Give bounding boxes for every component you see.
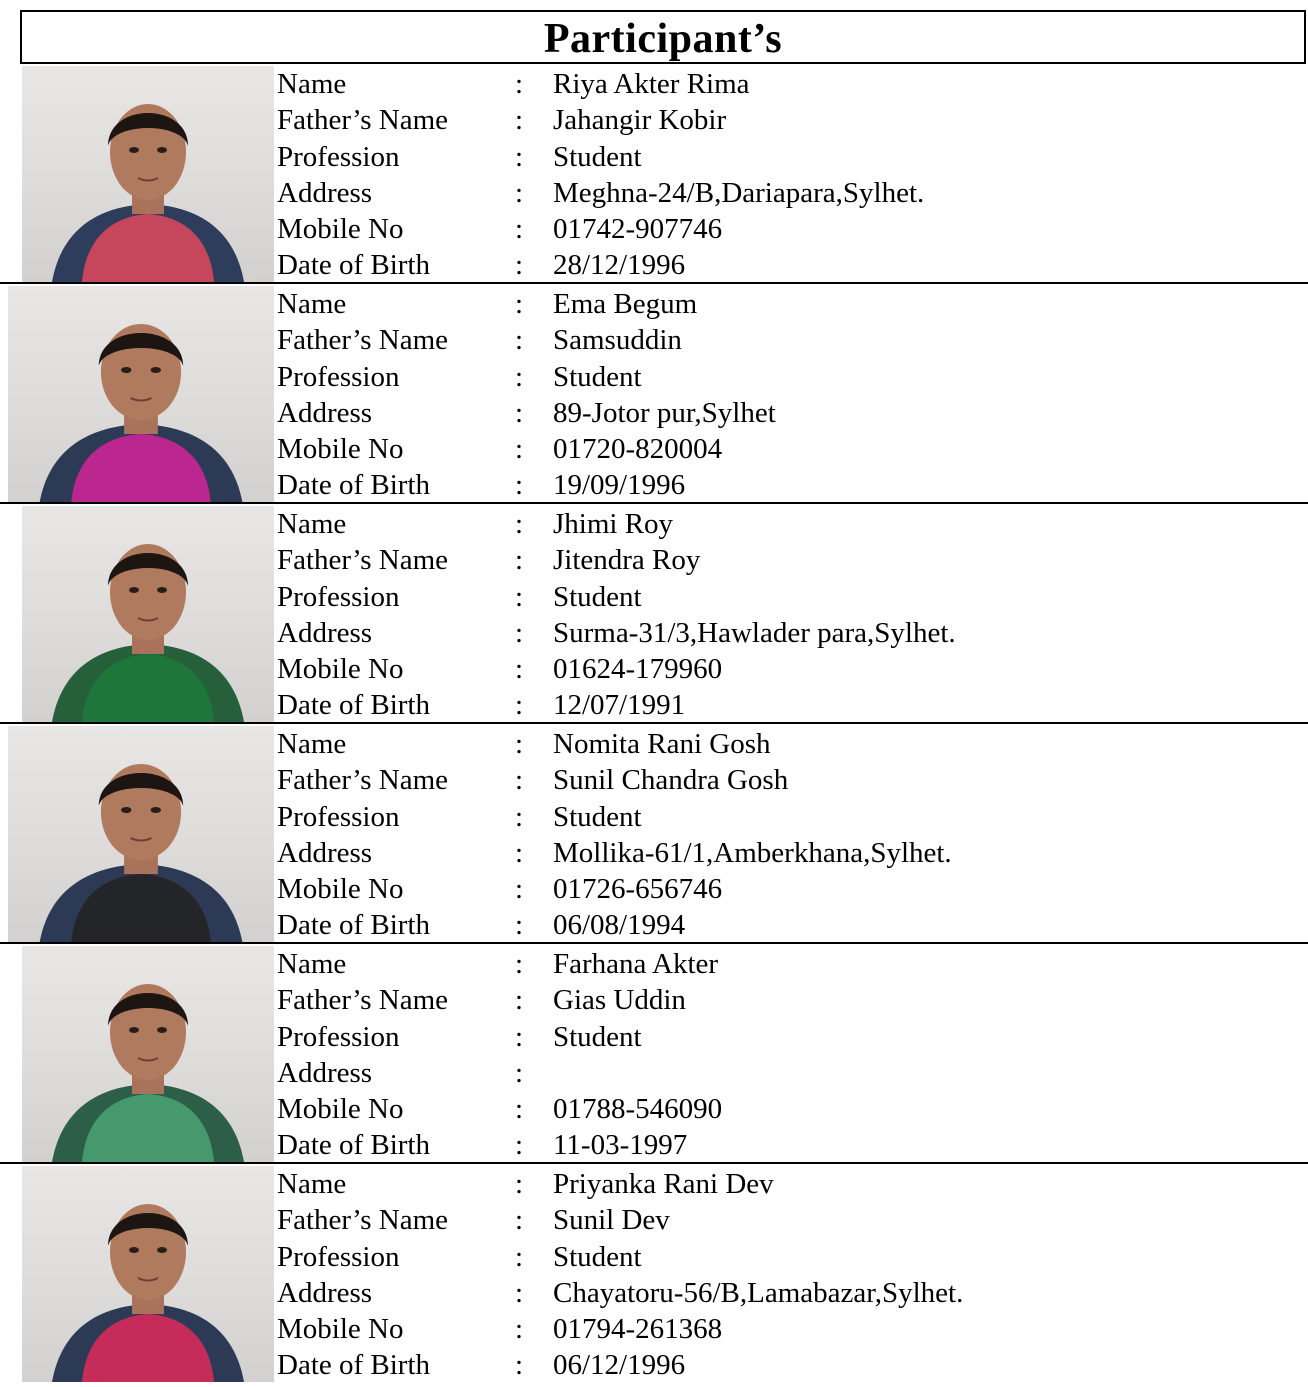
field-separator: : xyxy=(515,68,524,100)
participant-details xyxy=(277,726,1297,944)
field-separator: : xyxy=(515,1276,524,1309)
field-value: 01624-179960 xyxy=(553,653,723,686)
field-label: Date of Birth xyxy=(277,249,431,282)
participant-photo xyxy=(22,1166,274,1382)
title-box xyxy=(20,10,1306,64)
field-label: Date of Birth xyxy=(277,469,431,502)
field-value: Chayatoru-56/B,Lamabazar,Sylhet. xyxy=(553,1276,964,1309)
field-separator: : xyxy=(515,249,524,282)
field-value: 06/12/1996 xyxy=(553,1349,686,1382)
field-separator: : xyxy=(515,1020,524,1053)
participant-details xyxy=(277,506,1297,724)
field-value: 01794-261368 xyxy=(553,1313,723,1346)
field-label: Name xyxy=(277,1168,347,1200)
field-label: Address xyxy=(277,396,373,429)
field-value: Jahangir Kobir xyxy=(553,104,727,137)
field-label: Profession xyxy=(277,140,400,173)
field-label: Date of Birth xyxy=(277,1349,431,1382)
field-label: Father’s Name xyxy=(277,764,448,797)
field-value: Student xyxy=(553,1240,642,1273)
field-label: Father’s Name xyxy=(277,1204,448,1237)
field-separator: : xyxy=(515,1093,524,1126)
field-separator: : xyxy=(515,616,524,649)
participant-photo xyxy=(22,506,274,722)
participant-photo xyxy=(8,286,274,502)
field-separator: : xyxy=(515,140,524,173)
field-value: Surma-31/3,Hawlader para,Sylhet. xyxy=(553,616,956,649)
field-value: 01742-907746 xyxy=(553,213,723,246)
field-dob xyxy=(277,247,1297,283)
field-separator: : xyxy=(515,396,524,429)
field-value: 01720-820004 xyxy=(553,433,723,466)
field-separator: : xyxy=(515,1168,524,1200)
participant-photo xyxy=(22,946,274,1162)
field-name xyxy=(277,66,1297,102)
field-profession xyxy=(277,799,1297,835)
field-separator: : xyxy=(515,689,524,722)
field-address xyxy=(277,1275,1297,1311)
field-label: Name xyxy=(277,288,347,320)
field-separator: : xyxy=(515,873,524,906)
field-separator: : xyxy=(515,508,524,540)
field-label: Profession xyxy=(277,580,400,613)
field-label: Address xyxy=(277,176,373,209)
field-label: Father’s Name xyxy=(277,984,448,1017)
field-address xyxy=(277,395,1297,431)
field-label: Profession xyxy=(277,1020,400,1053)
participant-details xyxy=(277,286,1297,504)
field-separator: : xyxy=(515,360,524,393)
field-value: 19/09/1996 xyxy=(553,469,686,502)
field-address xyxy=(277,1055,1297,1091)
participant-photo xyxy=(8,726,274,942)
field-label: Name xyxy=(277,68,347,100)
field-value: 11-03-1997 xyxy=(553,1129,688,1162)
field-mobile xyxy=(277,1311,1297,1347)
field-separator: : xyxy=(515,1240,524,1273)
field-dob xyxy=(277,1127,1297,1163)
field-mobile xyxy=(277,651,1297,687)
field-father xyxy=(277,762,1297,798)
field-value: 06/08/1994 xyxy=(553,909,686,942)
field-value: Sunil Chandra Gosh xyxy=(553,764,789,797)
field-separator: : xyxy=(515,1349,524,1382)
field-separator: : xyxy=(515,800,524,833)
field-separator: : xyxy=(515,213,524,246)
field-separator: : xyxy=(515,580,524,613)
field-label: Date of Birth xyxy=(277,909,431,942)
participant-list xyxy=(0,64,1308,1384)
field-address xyxy=(277,615,1297,651)
field-father xyxy=(277,1202,1297,1238)
field-profession xyxy=(277,579,1297,615)
field-name xyxy=(277,946,1297,982)
field-profession xyxy=(277,1239,1297,1275)
field-separator: : xyxy=(515,433,524,466)
field-value: Riya Akter Rima xyxy=(553,68,750,100)
field-value: Student xyxy=(553,140,642,173)
field-value: Sunil Dev xyxy=(553,1204,670,1237)
field-value: Gias Uddin xyxy=(553,984,686,1017)
field-separator: : xyxy=(515,104,524,137)
field-value: 01788-546090 xyxy=(553,1093,723,1126)
field-mobile xyxy=(277,871,1297,907)
participant-photo xyxy=(22,66,274,282)
field-dob xyxy=(277,467,1297,503)
field-value: Student xyxy=(553,800,642,833)
field-separator: : xyxy=(515,1313,524,1346)
field-label: Address xyxy=(277,1056,373,1089)
field-value: Student xyxy=(553,1020,642,1053)
field-value: Student xyxy=(553,360,642,393)
field-father xyxy=(277,542,1297,578)
field-value: Student xyxy=(553,580,642,613)
field-separator: : xyxy=(515,1204,524,1237)
field-label: Profession xyxy=(277,1240,400,1273)
field-label: Mobile No xyxy=(277,213,404,246)
field-father xyxy=(277,102,1297,138)
field-value: Jhimi Roy xyxy=(553,508,674,540)
participant-record xyxy=(0,724,1308,944)
field-value: 12/07/1991 xyxy=(553,689,686,722)
participant-record xyxy=(0,944,1308,1164)
field-address xyxy=(277,175,1297,211)
field-mobile xyxy=(277,211,1297,247)
field-label: Mobile No xyxy=(277,1313,404,1346)
field-separator: : xyxy=(515,544,524,577)
field-dob xyxy=(277,907,1297,943)
field-name xyxy=(277,1166,1297,1202)
field-label: Father’s Name xyxy=(277,104,448,137)
field-label: Mobile No xyxy=(277,1093,404,1126)
participant-record xyxy=(0,64,1308,284)
field-value: 89-Jotor pur,Sylhet xyxy=(553,396,776,429)
field-address xyxy=(277,835,1297,871)
field-name xyxy=(277,286,1297,322)
field-separator: : xyxy=(515,469,524,502)
field-separator: : xyxy=(515,728,524,760)
field-value: Samsuddin xyxy=(553,324,682,357)
page-title: Participant’s xyxy=(543,16,783,62)
field-label: Address xyxy=(277,836,373,869)
field-separator: : xyxy=(515,948,524,980)
field-value: Priyanka Rani Dev xyxy=(553,1168,774,1200)
participant-record xyxy=(0,1164,1308,1384)
field-value: Farhana Akter xyxy=(553,948,719,980)
field-profession xyxy=(277,1019,1297,1055)
field-label: Father’s Name xyxy=(277,544,448,577)
participant-details xyxy=(277,946,1297,1164)
field-value: Nomita Rani Gosh xyxy=(553,728,771,760)
field-separator: : xyxy=(515,909,524,942)
field-value: 01726-656746 xyxy=(553,873,723,906)
field-label: Date of Birth xyxy=(277,689,431,722)
field-dob xyxy=(277,687,1297,723)
field-separator: : xyxy=(515,324,524,357)
field-label: Mobile No xyxy=(277,433,404,466)
field-separator: : xyxy=(515,984,524,1017)
participant-details xyxy=(277,1166,1297,1384)
field-mobile xyxy=(277,431,1297,467)
field-name xyxy=(277,726,1297,762)
field-mobile xyxy=(277,1091,1297,1127)
field-label: Father’s Name xyxy=(277,324,448,357)
field-separator: : xyxy=(515,764,524,797)
field-separator: : xyxy=(515,836,524,869)
field-separator: : xyxy=(515,288,524,320)
field-label: Address xyxy=(277,616,373,649)
participant-record xyxy=(0,284,1308,504)
field-name xyxy=(277,506,1297,542)
field-separator: : xyxy=(515,176,524,209)
participant-details xyxy=(277,66,1297,284)
field-label: Mobile No xyxy=(277,653,404,686)
field-value: Jitendra Roy xyxy=(553,544,701,577)
field-value: 28/12/1996 xyxy=(553,249,686,282)
field-dob xyxy=(277,1347,1297,1383)
field-label: Name xyxy=(277,728,347,760)
field-separator: : xyxy=(515,1129,524,1162)
field-label: Address xyxy=(277,1276,373,1309)
field-father xyxy=(277,982,1297,1018)
field-profession xyxy=(277,139,1297,175)
field-label: Profession xyxy=(277,800,400,833)
field-value: Mollika-61/1,Amberkhana,Sylhet. xyxy=(553,836,952,869)
field-value: Ema Begum xyxy=(553,288,698,320)
field-value: Meghna-24/B,Dariapara,Sylhet. xyxy=(553,176,925,209)
field-profession xyxy=(277,359,1297,395)
field-label: Name xyxy=(277,508,347,540)
field-label: Mobile No xyxy=(277,873,404,906)
field-separator: : xyxy=(515,653,524,686)
field-label: Date of Birth xyxy=(277,1129,431,1162)
field-separator: : xyxy=(515,1056,524,1089)
field-father xyxy=(277,322,1297,358)
field-label: Name xyxy=(277,948,347,980)
participant-record xyxy=(0,504,1308,724)
field-label: Profession xyxy=(277,360,400,393)
